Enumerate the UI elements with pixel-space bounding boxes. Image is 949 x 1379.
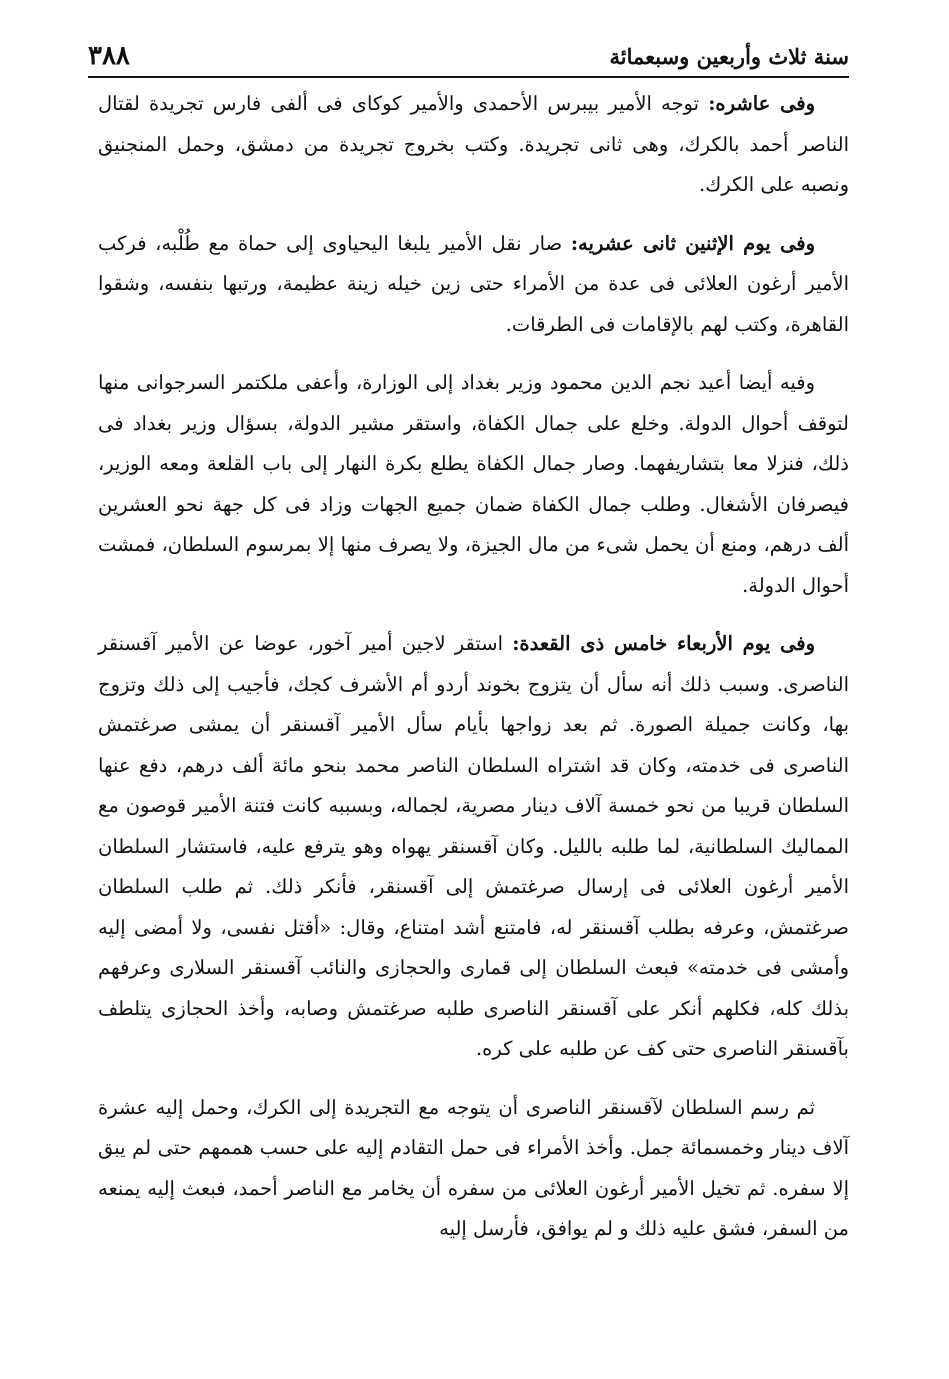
paragraph-text: ثم رسم السلطان لآقسنقر الناصرى أن يتوجه مع التجريدة إلى الكرك، وحمل إليه عشرة آلاف دينار وخمسمائة جمل. وأخذ الأمراء فى حمل التقادم إليه على حسب هممهم حتى لم يبق إلا سفره. ثم تخيل الأمير أرغون العلائى من سفره أن يخامر مع الناصر أحمد، فبعث إليه يمنعه من السفر، فشق عليه ذلك و لم يوافق، فأرسل إليه	[98, 1095, 849, 1240]
paragraph-2	[98, 224, 849, 346]
running-title: سنة ثلاث وأربعين وسبعمائة	[609, 43, 849, 69]
paragraph-text: صار نقل الأمير يلبغا اليحياوى إلى حماة مع طُلْبه، فركب الأمير أرغون العلائى فى عدة من الأمراء حتى زين خيله زينة عظيمة، ورتبها بنفسه، وشقوا القاهرة، وكتب لهم بالإقامات فى الطرقات.	[98, 231, 849, 336]
paragraph-lead: وفى عاشره:	[708, 92, 815, 115]
page-number: ٣٨٨	[88, 41, 130, 71]
paragraph-4	[98, 624, 849, 1070]
paragraph-3	[98, 363, 849, 606]
paragraph-5	[98, 1088, 849, 1250]
paragraph-text: توجه الأمير بيبرس الأحمدى والأمير كوكاى فى ألفى فارس تجريدة لقتال الناصر أحمد بالكرك، وهى ثانى تجريدة. وكتب بخروج تجريدة من دمشق، وحمل المنجنيق ونصبه على الكرك.	[98, 92, 849, 196]
paragraph-lead: وفى يوم الإثنين ثانى عشريه:	[570, 231, 815, 255]
paragraph-text: وفيه أيضا أعيد نجم الدين محمود وزير بغداد إلى الوزارة، وأعفى ملكتمر السرجوانى منها لتوقف أحوال الدولة. وخلع على جمال الكفاة، واستقر مشير الدولة، بسؤال وزير بغداد فى ذلك، فنزلا معا بتشاريفهما. وصار جمال الكفاة يطلع بكرة النهار إلى باب القلعة ومعه الوزير، فيصرفان الأشغال. وطلب جمال الكفاة ضمان جميع الجهات وزاد فى كل جهة نحو العشرين ألف درهم، ومنع أن يحمل شىء من مال الجيزة، ولا يصرف منها إلا بمرسوم السلطان، فمشت أحوال الدولة.	[98, 371, 849, 597]
paragraph-lead: وفى يوم الأربعاء خامس ذى القعدة:	[512, 632, 815, 655]
page-body	[98, 84, 849, 1268]
paragraph-1	[98, 84, 849, 206]
page-header	[88, 36, 849, 78]
paragraph-text: استقر لاجين أمير آخور، عوضا عن الأمير آقسنقر الناصرى. وسبب ذلك أنه سأل أن يتزوج بخوند أردو أم الأشرف كجك، فأجيب إلى ذلك وتزوج بها، وكانت جميلة الصورة. ثم بعد زواجها بأيام سأل الأمير آقسنقر أن يمشى صرغتمش الناصرى فى خدمته، وكان قد اشتراه السلطان الناصر محمد بنحو مائة ألف درهم، دفع عنها السلطان قريبا من نحو خمسة آلاف دينار مصرية، لجماله، وبسببه كانت فتنة الأمير قوصون مع المماليك السلطانية، لما طلبه بالليل. وكان آقسنقر يهواه وهو يترفع عليه، فاستشار السلطان الأمير أرغون العلائى فى إرسال صرغتمش إلى آقسنقر، فأنكر ذلك. ثم طلب السلطان صرغتمش، وعرفه بطلب آقسنقر له، فامتنع أشد امتناع، وقال: «أقتل نفسى، ولا أمضى إليه وأمشى فى خدمته» فبعث السلطان إلى قمارى والحجازى والنائب آقسنقر السلارى وعرفهم بذلك كله، فكلهم أنكر على آقسنقر الناصرى طلبه صرغتمش وصابه، وأخذ الحجازى يتلطف بآقسنقر الناصرى حتى كف عن طلبه على كره.	[98, 632, 849, 1060]
